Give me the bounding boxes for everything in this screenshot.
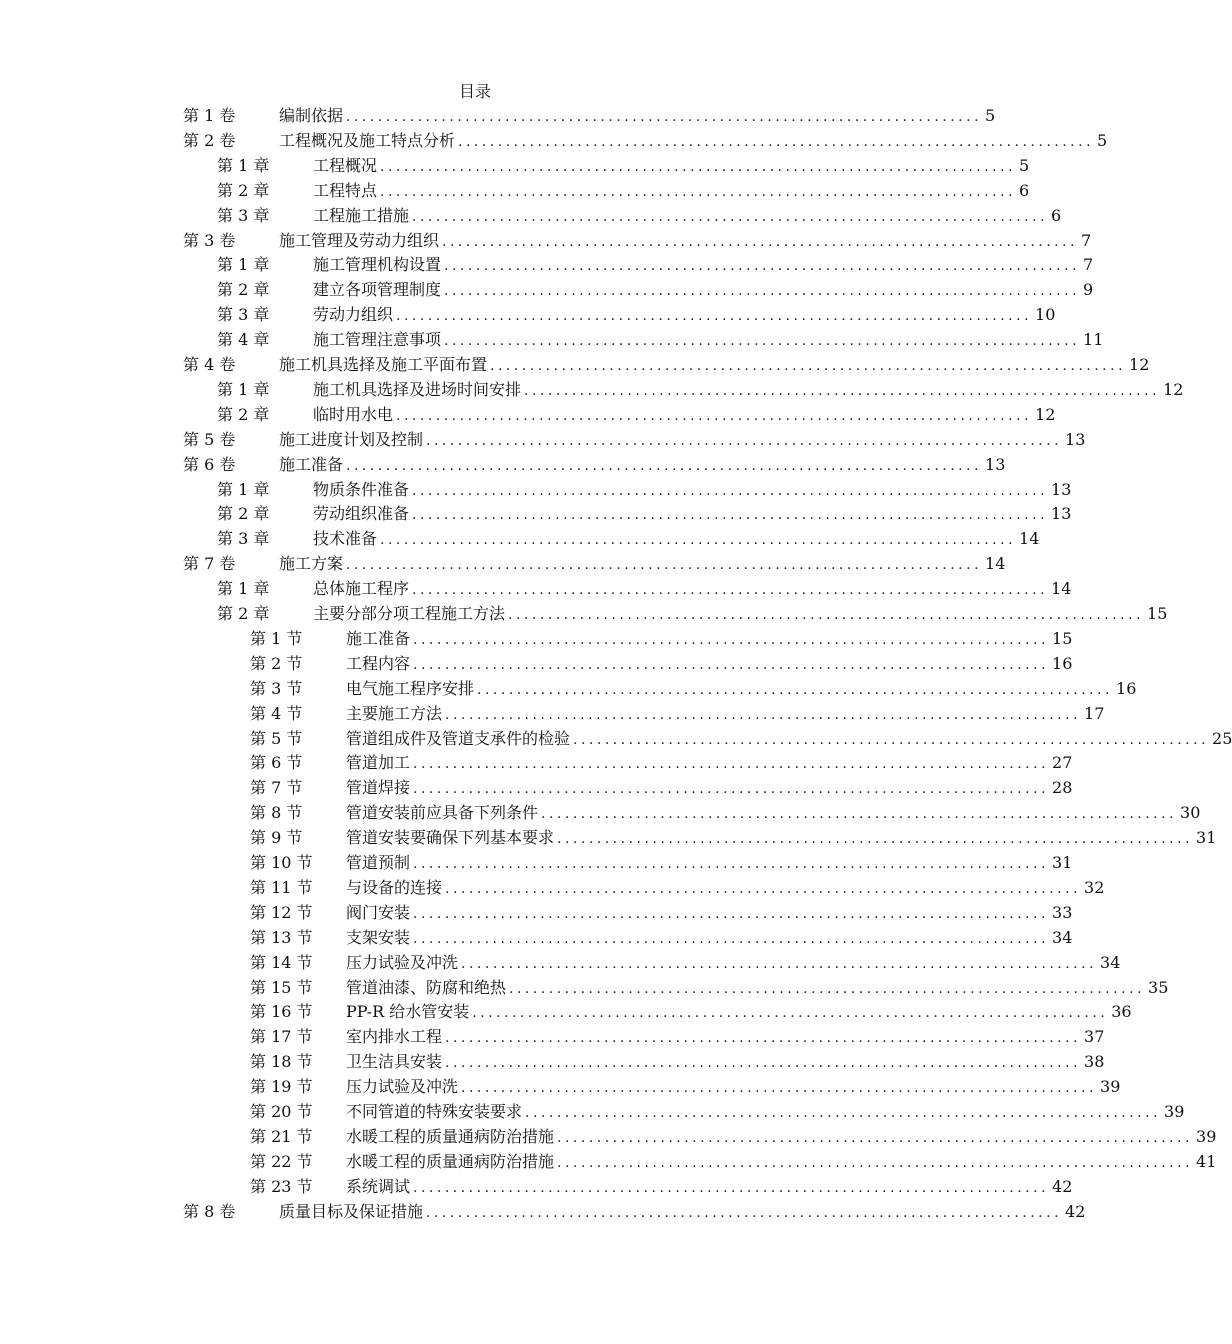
toc-leader-dots: ................................................................................ xyxy=(413,781,1050,798)
toc-entry[interactable] xyxy=(217,252,1094,277)
toc-entry-title: 劳动力组织 xyxy=(313,305,394,325)
toc-entry[interactable] xyxy=(250,651,1073,676)
toc-entry-page: 13 xyxy=(1051,504,1072,524)
toc-entry-page: 39 xyxy=(1100,1077,1121,1097)
toc-leader-dots: ................................................................................ xyxy=(445,1030,1082,1047)
toc-entry-number: 第 15 节 xyxy=(250,977,313,997)
toc-entry-number: 第 2 章 xyxy=(217,504,270,524)
toc-entry-title: 水暖工程的质量通病防治措施 xyxy=(346,1126,555,1146)
toc-entry-number: 第 16 节 xyxy=(250,1002,313,1022)
toc-entry-title: PP-R 给水管安装 xyxy=(346,1002,470,1022)
toc-entry-title: 施工准备 xyxy=(346,628,411,648)
toc-entry[interactable] xyxy=(250,726,1232,751)
toc-entry-page: 16 xyxy=(1116,678,1137,698)
toc-entry-number: 第 12 节 xyxy=(250,902,313,922)
toc-entry-number: 第 6 节 xyxy=(250,753,303,773)
toc-leader-dots: ................................................................................ xyxy=(412,507,1049,524)
toc-entry-title: 技术准备 xyxy=(313,529,378,549)
toc-entry-page: 7 xyxy=(1083,255,1094,275)
toc-entry[interactable] xyxy=(217,178,1030,203)
toc-entry[interactable] xyxy=(217,377,1184,402)
toc-entry-title: 与设备的连接 xyxy=(346,877,443,897)
toc-leader-dots: ................................................................................ xyxy=(445,1055,1082,1072)
toc-entry-page: 31 xyxy=(1196,828,1217,848)
toc-entry-page: 13 xyxy=(985,454,1006,474)
toc-entry-page: 41 xyxy=(1196,1151,1217,1171)
toc-entry-number: 第 20 节 xyxy=(250,1102,313,1121)
toc-entry-number: 第 4 章 xyxy=(217,330,270,350)
toc-entry-title: 工程施工措施 xyxy=(313,205,410,225)
toc-entry-number: 第 3 节 xyxy=(250,678,303,698)
toc-entry-title: 物质条件准备 xyxy=(313,479,410,499)
toc-entry-number: 第 17 节 xyxy=(250,1027,313,1047)
toc-leader-dots: ................................................................................ xyxy=(444,258,1081,275)
toc-entry-title: 支架安装 xyxy=(346,927,411,947)
toc-entry-number: 第 3 章 xyxy=(217,529,270,549)
toc-entry-page: 34 xyxy=(1052,927,1073,947)
toc-entry-number: 第 7 卷 xyxy=(183,554,236,574)
toc-entry-number: 第 6 卷 xyxy=(183,454,236,474)
toc-entry-number: 第 10 节 xyxy=(250,853,313,872)
toc-entry-title: 管道焊接 xyxy=(346,778,411,798)
toc-entry-page: 42 xyxy=(1052,1176,1073,1196)
toc-entry-number: 第 1 章 xyxy=(217,379,270,399)
toc-entry-page: 14 xyxy=(985,554,1006,574)
toc-entry-number: 第 7 节 xyxy=(250,778,303,798)
toc-leader-dots: ................................................................................ xyxy=(346,109,983,125)
toc-entry-title: 室内排水工程 xyxy=(346,1027,443,1047)
toc-entry-number: 第 18 节 xyxy=(250,1052,313,1072)
toc-entry-page: 12 xyxy=(1035,404,1056,424)
toc-entry-title: 管道油漆、防腐和绝热 xyxy=(346,977,507,997)
toc-leader-dots: ................................................................................ xyxy=(442,233,1079,250)
toc-entry-page: 9 xyxy=(1083,280,1094,300)
toc-leader-dots: ................................................................................ xyxy=(524,382,1161,399)
toc-entry-title: 编制依据 xyxy=(279,106,344,125)
toc-leader-dots: ................................................................................ xyxy=(461,1080,1098,1097)
toc-entry[interactable] xyxy=(183,427,1086,452)
toc-entry-number: 第 1 卷 xyxy=(183,106,236,125)
toc-entry-page: 14 xyxy=(1019,529,1040,549)
toc-entry-page: 32 xyxy=(1084,877,1105,897)
toc-entry-page: 35 xyxy=(1148,977,1169,997)
toc-entry-number: 第 5 节 xyxy=(250,728,303,748)
toc-entry[interactable] xyxy=(217,601,1168,626)
toc-entry-page: 15 xyxy=(1147,604,1168,623)
toc-leader-dots: ................................................................................ xyxy=(444,333,1081,350)
toc-entry[interactable] xyxy=(250,999,1132,1024)
toc-entry-page: 25 xyxy=(1212,728,1232,748)
toc-leader-dots: ................................................................................ xyxy=(445,880,1082,897)
toc-entry[interactable] xyxy=(250,750,1073,775)
toc-entry-title: 施工进度计划及控制 xyxy=(279,429,424,449)
toc-entry-title: 管道安装要确保下列基本要求 xyxy=(346,828,555,848)
toc-leader-dots: ................................................................................ xyxy=(413,905,1050,922)
toc-entry-title: 总体施工程序 xyxy=(313,579,410,599)
toc-entry-title: 施工准备 xyxy=(279,454,344,474)
toc-entry-title: 管道加工 xyxy=(346,753,411,773)
toc-entry-page: 13 xyxy=(1051,479,1072,499)
toc-entry-title: 不同管道的特殊安装要求 xyxy=(346,1102,523,1121)
toc-entry-page: 17 xyxy=(1084,703,1105,723)
toc-entry[interactable] xyxy=(250,701,1105,726)
toc-entry[interactable] xyxy=(250,900,1073,925)
toc-entry-page: 42 xyxy=(1065,1201,1086,1221)
toc-entry-page: 5 xyxy=(1097,130,1108,150)
toc-leader-dots: ................................................................................ xyxy=(412,208,1049,225)
toc-entry-page: 28 xyxy=(1052,778,1073,798)
toc-leader-dots: ................................................................................ xyxy=(396,308,1033,325)
toc-leader-dots: ................................................................................ xyxy=(346,557,983,574)
toc-leader-dots: ................................................................................ xyxy=(444,283,1081,300)
toc-entry-page: 5 xyxy=(1019,155,1030,175)
toc-entry-title: 卫生洁具安装 xyxy=(346,1052,443,1072)
toc-entry-number: 第 2 章 xyxy=(217,180,270,200)
toc-entry-number: 第 1 章 xyxy=(217,155,270,175)
toc-entry-title: 施工方案 xyxy=(279,554,344,574)
toc-entry[interactable] xyxy=(250,1099,1185,1124)
toc-entry-number: 第 3 章 xyxy=(217,205,270,225)
toc-entry[interactable] xyxy=(183,452,1006,477)
toc-entry[interactable] xyxy=(217,526,1040,551)
toc-leader-dots: ................................................................................ xyxy=(477,681,1114,698)
toc-entry-title: 劳动组织准备 xyxy=(313,504,410,524)
toc-entry[interactable] xyxy=(250,1174,1073,1199)
toc-entry-number: 第 1 章 xyxy=(217,255,270,275)
toc-entry-title: 质量目标及保证措施 xyxy=(279,1201,424,1221)
toc-entry-number: 第 19 节 xyxy=(250,1077,313,1097)
toc-entry[interactable] xyxy=(250,626,1073,651)
toc-entry[interactable] xyxy=(217,153,1030,178)
toc-entry-number: 第 4 节 xyxy=(250,703,303,723)
toc-entry[interactable] xyxy=(250,875,1105,900)
toc-entry-number: 第 23 节 xyxy=(250,1176,313,1196)
toc-entry-page: 6 xyxy=(1051,205,1062,225)
toc-entry-page: 14 xyxy=(1051,579,1072,599)
toc-entry-page: 16 xyxy=(1052,653,1073,673)
toc-leader-dots: ................................................................................ xyxy=(445,706,1082,723)
toc-entry-number: 第 2 章 xyxy=(217,404,270,424)
toc-leader-dots: ................................................................................ xyxy=(490,358,1127,374)
toc-entry-page: 39 xyxy=(1164,1102,1185,1121)
toc-entry-number: 第 21 节 xyxy=(250,1126,313,1146)
toc-entry[interactable] xyxy=(250,1124,1217,1149)
toc-entry[interactable] xyxy=(217,501,1072,526)
toc-entry-title: 管道安装前应具备下列条件 xyxy=(346,803,539,823)
toc-entry-title: 建立各项管理制度 xyxy=(313,280,442,300)
toc-entry[interactable] xyxy=(217,327,1104,352)
toc-entry[interactable] xyxy=(183,228,1092,253)
toc-leader-dots: ................................................................................ xyxy=(461,955,1098,972)
toc-entry[interactable] xyxy=(183,352,1150,377)
toc-entry-number: 第 1 节 xyxy=(250,628,303,648)
toc-leader-dots: ................................................................................ xyxy=(396,407,1033,424)
toc-entry-page: 33 xyxy=(1052,902,1073,922)
toc-leader-dots: ................................................................................ xyxy=(380,183,1017,200)
toc-entry-title: 系统调试 xyxy=(346,1176,411,1196)
toc-leader-dots: ................................................................................ xyxy=(557,1129,1194,1146)
toc-leader-dots: ................................................................................ xyxy=(380,532,1017,549)
toc-entry[interactable] xyxy=(183,551,1006,576)
toc-leader-dots: ................................................................................ xyxy=(413,856,1050,872)
toc-entry-number: 第 2 节 xyxy=(250,653,303,673)
toc-entry[interactable] xyxy=(217,402,1056,427)
toc-entry-title: 电气施工程序安排 xyxy=(346,678,475,698)
toc-entry-title: 主要施工方法 xyxy=(346,703,443,723)
toc-entry-title: 施工机具选择及施工平面布置 xyxy=(279,355,488,374)
toc-leader-dots: ................................................................................ xyxy=(541,806,1178,823)
toc-entry-title: 工程特点 xyxy=(313,180,378,200)
toc-entry-number: 第 8 节 xyxy=(250,803,303,823)
toc-entry-number: 第 13 节 xyxy=(250,927,313,947)
toc-entry[interactable] xyxy=(217,477,1072,502)
toc-title: 目录 xyxy=(458,82,491,101)
toc-leader-dots: ................................................................................ xyxy=(573,731,1210,748)
toc-leader-dots: ................................................................................ xyxy=(413,930,1050,947)
toc-leader-dots: ................................................................................ xyxy=(508,607,1145,623)
toc-entry-page: 37 xyxy=(1084,1027,1105,1047)
toc-leader-dots: ................................................................................ xyxy=(525,1105,1162,1121)
toc-entry-number: 第 2 卷 xyxy=(183,130,236,150)
toc-leader-dots: ................................................................................ xyxy=(413,756,1050,773)
toc-entry[interactable] xyxy=(250,1149,1217,1174)
toc-entry-number: 第 3 卷 xyxy=(183,230,236,250)
toc-entry-page: 27 xyxy=(1052,753,1073,773)
toc-entry-title: 压力试验及冲洗 xyxy=(346,952,459,972)
toc-entry[interactable] xyxy=(250,676,1137,701)
toc-entry-page: 36 xyxy=(1111,1002,1132,1022)
toc-entry-title: 工程概况 xyxy=(313,155,378,175)
toc-entry-title: 管道组成件及管道支承件的检验 xyxy=(346,728,571,748)
toc-leader-dots: ................................................................................ xyxy=(426,432,1063,449)
toc-entry[interactable] xyxy=(250,1074,1121,1099)
toc-entry-page: 12 xyxy=(1129,355,1150,374)
toc-entry-page: 30 xyxy=(1180,803,1201,823)
toc-entry-title: 压力试验及冲洗 xyxy=(346,1077,459,1097)
toc-entry[interactable] xyxy=(217,576,1072,601)
toc-leader-dots: ................................................................................ xyxy=(412,582,1049,599)
toc-entry-title: 施工管理机构设置 xyxy=(313,255,442,275)
toc-entry-page: 10 xyxy=(1035,305,1056,325)
toc-leader-dots: ................................................................................ xyxy=(412,482,1049,499)
toc-leader-dots: ................................................................................ xyxy=(426,1204,1063,1221)
toc-entry-page: 15 xyxy=(1052,628,1073,648)
toc-entry[interactable] xyxy=(250,950,1121,975)
toc-entry-title: 阀门安装 xyxy=(346,902,411,922)
toc-entry-number: 第 11 节 xyxy=(250,877,313,897)
toc-entry-number: 第 5 卷 xyxy=(183,429,236,449)
toc-entry[interactable] xyxy=(217,277,1094,302)
toc-leader-dots: ................................................................................ xyxy=(557,1154,1194,1171)
toc-entry[interactable] xyxy=(183,103,996,128)
toc-entry-title: 工程内容 xyxy=(346,653,411,673)
toc-entry-title: 施工机具选择及进场时间安排 xyxy=(313,379,522,399)
toc-entry-page: 7 xyxy=(1081,230,1092,250)
toc-entry-page: 31 xyxy=(1052,853,1073,872)
toc-entry[interactable] xyxy=(250,1049,1105,1074)
toc-entry-number: 第 4 卷 xyxy=(183,355,236,374)
toc-entry[interactable] xyxy=(250,925,1073,950)
toc-leader-dots: ................................................................................ xyxy=(458,133,1095,150)
toc-entry-page: 11 xyxy=(1083,330,1104,350)
toc-entry[interactable] xyxy=(250,975,1169,1000)
toc-entry-page: 13 xyxy=(1065,429,1086,449)
toc-entry-number: 第 8 卷 xyxy=(183,1201,236,1221)
toc-entry-title: 工程概况及施工特点分析 xyxy=(279,130,456,150)
toc-entry[interactable] xyxy=(250,1024,1105,1049)
toc-leader-dots: ................................................................................ xyxy=(413,1179,1050,1196)
toc-entry-page: 5 xyxy=(985,106,996,125)
toc-entry-number: 第 14 节 xyxy=(250,952,313,972)
toc-leader-dots: ................................................................................ xyxy=(557,831,1194,848)
toc-leader-dots: ................................................................................ xyxy=(380,158,1017,175)
toc-entry-number: 第 3 章 xyxy=(217,305,270,325)
toc-leader-dots: ................................................................................ xyxy=(346,457,983,474)
toc-leader-dots: ................................................................................ xyxy=(413,631,1050,648)
toc-entry[interactable] xyxy=(250,800,1201,825)
toc-entry-page: 39 xyxy=(1196,1126,1217,1146)
toc-entry-title: 施工管理及劳动力组织 xyxy=(279,230,440,250)
toc-entry-number: 第 2 章 xyxy=(217,604,270,623)
toc-entry[interactable] xyxy=(250,850,1073,875)
toc-entry[interactable] xyxy=(183,128,1108,153)
toc-entry[interactable] xyxy=(183,1199,1086,1224)
toc-entry[interactable] xyxy=(250,825,1217,850)
toc-entry-number: 第 22 节 xyxy=(250,1151,313,1171)
toc-entry-title: 临时用水电 xyxy=(313,404,394,424)
toc-entry-page: 12 xyxy=(1163,379,1184,399)
toc-leader-dots: ................................................................................ xyxy=(413,656,1050,673)
toc-entry-number: 第 9 节 xyxy=(250,828,303,848)
toc-leader-dots: ................................................................................ xyxy=(509,980,1146,997)
toc-entry-page: 6 xyxy=(1019,180,1030,200)
toc-entry-number: 第 2 章 xyxy=(217,280,270,300)
toc-entry[interactable] xyxy=(217,302,1056,327)
toc-entry[interactable] xyxy=(217,203,1062,228)
toc-entry[interactable] xyxy=(250,775,1073,800)
toc-entry-page: 38 xyxy=(1084,1052,1105,1072)
toc-entry-title: 主要分部分项工程施工方法 xyxy=(313,604,506,623)
toc-entry-number: 第 1 章 xyxy=(217,579,270,599)
toc-entry-page: 34 xyxy=(1100,952,1121,972)
toc-entry-title: 管道预制 xyxy=(346,853,411,872)
toc-entry-title: 水暖工程的质量通病防治措施 xyxy=(346,1151,555,1171)
toc-entry-number: 第 1 章 xyxy=(217,479,270,499)
toc-entry-title: 施工管理注意事项 xyxy=(313,330,442,350)
toc-leader-dots: ................................................................................ xyxy=(472,1005,1109,1022)
